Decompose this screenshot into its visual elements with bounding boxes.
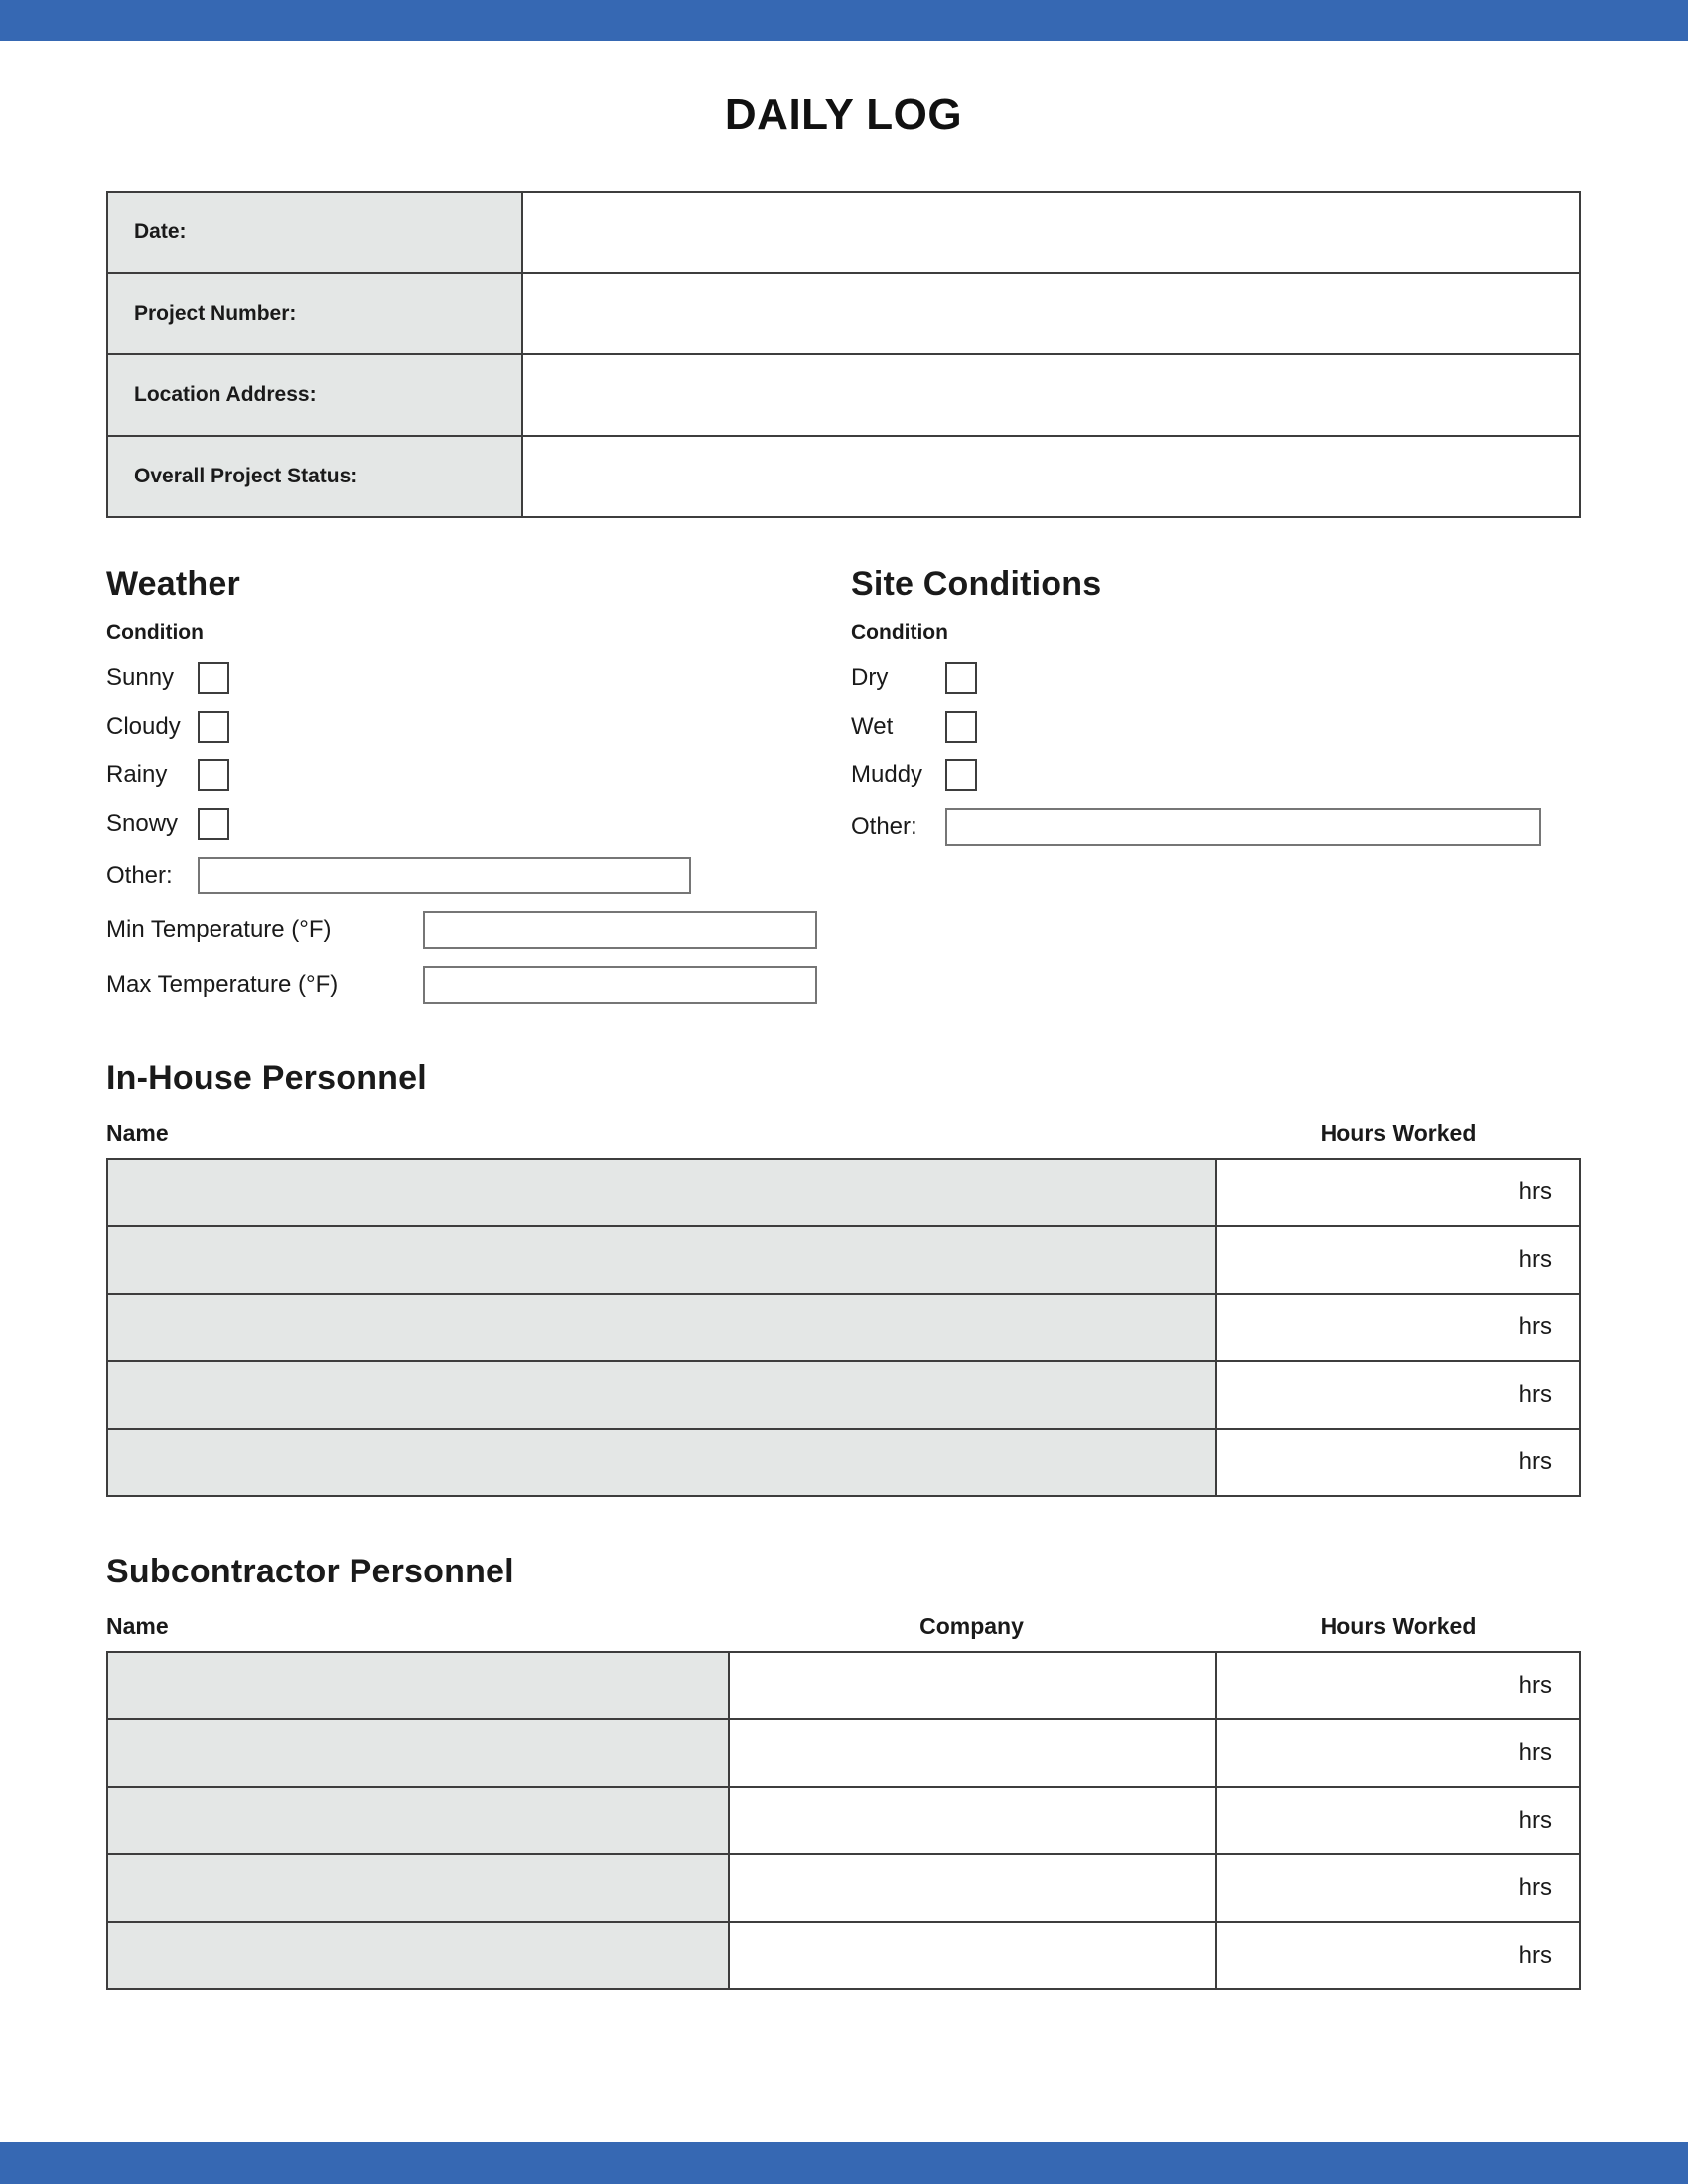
in-house-hours-cell[interactable]: hrs <box>1216 1159 1580 1226</box>
info-value-date[interactable] <box>522 192 1580 273</box>
in-house-name-cell[interactable] <box>107 1159 1216 1226</box>
page-title: DAILY LOG <box>724 90 963 139</box>
subcontractor-hours-cell[interactable]: hrs <box>1216 1719 1580 1787</box>
site-condition-option-dry[interactable] <box>851 662 1581 694</box>
subcontractor-personnel-column-headers <box>106 1613 1581 1640</box>
weather-option-cloudy[interactable] <box>106 711 851 743</box>
table-row <box>107 1361 1580 1429</box>
subcontractor-personnel-section <box>106 1553 1581 1990</box>
weather-section <box>106 565 851 1004</box>
subcontractor-header-name: Name <box>106 1613 169 1639</box>
checkbox-icon[interactable] <box>198 808 229 840</box>
subcontractor-company-cell[interactable] <box>729 1787 1216 1854</box>
subcontractor-hours-cell[interactable]: hrs <box>1216 1922 1580 1989</box>
in-house-hours-cell[interactable]: hrs <box>1216 1294 1580 1361</box>
subcontractor-header-hours: Hours Worked <box>1320 1613 1477 1639</box>
table-row <box>107 1922 1580 1989</box>
top-accent-bar <box>0 0 1688 41</box>
site-conditions-section <box>851 565 1581 1004</box>
info-value-overall-project-status[interactable] <box>522 436 1580 517</box>
subcontractor-personnel-table <box>106 1651 1581 1990</box>
in-house-header-name: Name <box>106 1120 169 1146</box>
site-conditions-other-row <box>851 808 1581 846</box>
project-info-table <box>106 191 1581 518</box>
checkbox-icon[interactable] <box>198 662 229 694</box>
subcontractor-name-cell[interactable] <box>107 1922 729 1989</box>
weather-condition-label: Condition <box>106 621 204 644</box>
in-house-personnel-table <box>106 1158 1581 1497</box>
table-row <box>107 1854 1580 1922</box>
weather-option-rainy[interactable] <box>106 759 851 791</box>
info-value-location-address[interactable] <box>522 354 1580 436</box>
bottom-accent-bar <box>0 2142 1688 2184</box>
site-condition-option-wet-label: Wet <box>851 713 894 740</box>
weather-option-sunny[interactable] <box>106 662 851 694</box>
weather-other-label: Other: <box>106 862 173 888</box>
site-condition-option-muddy-label: Muddy <box>851 761 923 788</box>
in-house-hours-cell[interactable]: hrs <box>1216 1226 1580 1294</box>
info-value-project-number[interactable] <box>522 273 1580 354</box>
subcontractor-company-cell[interactable] <box>729 1854 1216 1922</box>
checkbox-icon[interactable] <box>945 662 977 694</box>
site-conditions-condition-label: Condition <box>851 621 948 644</box>
weather-option-sunny-label: Sunny <box>106 664 175 691</box>
in-house-hours-cell[interactable]: hrs <box>1216 1429 1580 1496</box>
in-house-name-cell[interactable] <box>107 1226 1216 1294</box>
weather-max-temp-row <box>106 966 851 1004</box>
in-house-personnel-section <box>106 1059 1581 1497</box>
weather-other-input[interactable] <box>198 857 691 894</box>
info-label-date: Date: <box>107 192 522 273</box>
checkbox-icon[interactable] <box>945 759 977 791</box>
weather-min-temp-input[interactable] <box>423 911 817 949</box>
info-label-project-number: Project Number: <box>107 273 522 354</box>
site-condition-option-dry-label: Dry <box>851 664 889 691</box>
in-house-name-cell[interactable] <box>107 1294 1216 1361</box>
subcontractor-company-cell[interactable] <box>729 1652 1216 1719</box>
subcontractor-hours-cell[interactable]: hrs <box>1216 1652 1580 1719</box>
in-house-personnel-heading: In-House Personnel <box>106 1059 427 1097</box>
table-row <box>107 1159 1580 1226</box>
site-conditions-heading: Site Conditions <box>851 565 1102 603</box>
site-condition-option-wet[interactable] <box>851 711 1581 743</box>
document-page <box>0 41 1688 2142</box>
table-row <box>107 436 1580 517</box>
in-house-header-hours: Hours Worked <box>1320 1120 1477 1146</box>
weather-option-rainy-label: Rainy <box>106 761 168 788</box>
subcontractor-name-cell[interactable] <box>107 1719 729 1787</box>
weather-min-temp-row <box>106 911 851 949</box>
site-condition-option-muddy[interactable] <box>851 759 1581 791</box>
table-row <box>107 1719 1580 1787</box>
in-house-hours-cell[interactable]: hrs <box>1216 1361 1580 1429</box>
weather-option-snowy[interactable] <box>106 808 851 840</box>
subcontractor-hours-cell[interactable]: hrs <box>1216 1787 1580 1854</box>
in-house-name-cell[interactable] <box>107 1361 1216 1429</box>
conditions-section <box>106 565 1581 1004</box>
subcontractor-hours-cell[interactable]: hrs <box>1216 1854 1580 1922</box>
table-row <box>107 1226 1580 1294</box>
weather-max-temp-input[interactable] <box>423 966 817 1004</box>
page-content <box>106 41 1581 1990</box>
in-house-personnel-column-headers <box>106 1120 1581 1147</box>
subcontractor-name-cell[interactable] <box>107 1787 729 1854</box>
checkbox-icon[interactable] <box>198 759 229 791</box>
table-row <box>107 1294 1580 1361</box>
subcontractor-name-cell[interactable] <box>107 1854 729 1922</box>
table-row <box>107 1652 1580 1719</box>
weather-other-row <box>106 857 851 894</box>
subcontractor-name-cell[interactable] <box>107 1652 729 1719</box>
subcontractor-company-cell[interactable] <box>729 1922 1216 1989</box>
in-house-name-cell[interactable] <box>107 1429 1216 1496</box>
weather-heading: Weather <box>106 565 240 603</box>
checkbox-icon[interactable] <box>945 711 977 743</box>
weather-option-snowy-label: Snowy <box>106 810 179 837</box>
weather-max-temp-label: Max Temperature (°F) <box>106 971 339 998</box>
site-conditions-other-label: Other: <box>851 813 917 840</box>
info-label-location-address: Location Address: <box>107 354 522 436</box>
subcontractor-company-cell[interactable] <box>729 1719 1216 1787</box>
info-label-overall-project-status: Overall Project Status: <box>107 436 522 517</box>
checkbox-icon[interactable] <box>198 711 229 743</box>
table-row <box>107 273 1580 354</box>
weather-min-temp-label: Min Temperature (°F) <box>106 916 332 943</box>
site-conditions-other-input[interactable] <box>945 808 1541 846</box>
table-row <box>107 354 1580 436</box>
subcontractor-header-company: Company <box>919 1613 1024 1639</box>
table-row <box>107 1429 1580 1496</box>
table-row <box>107 1787 1580 1854</box>
table-row <box>107 192 1580 273</box>
weather-option-cloudy-label: Cloudy <box>106 713 181 740</box>
subcontractor-personnel-heading: Subcontractor Personnel <box>106 1553 514 1590</box>
